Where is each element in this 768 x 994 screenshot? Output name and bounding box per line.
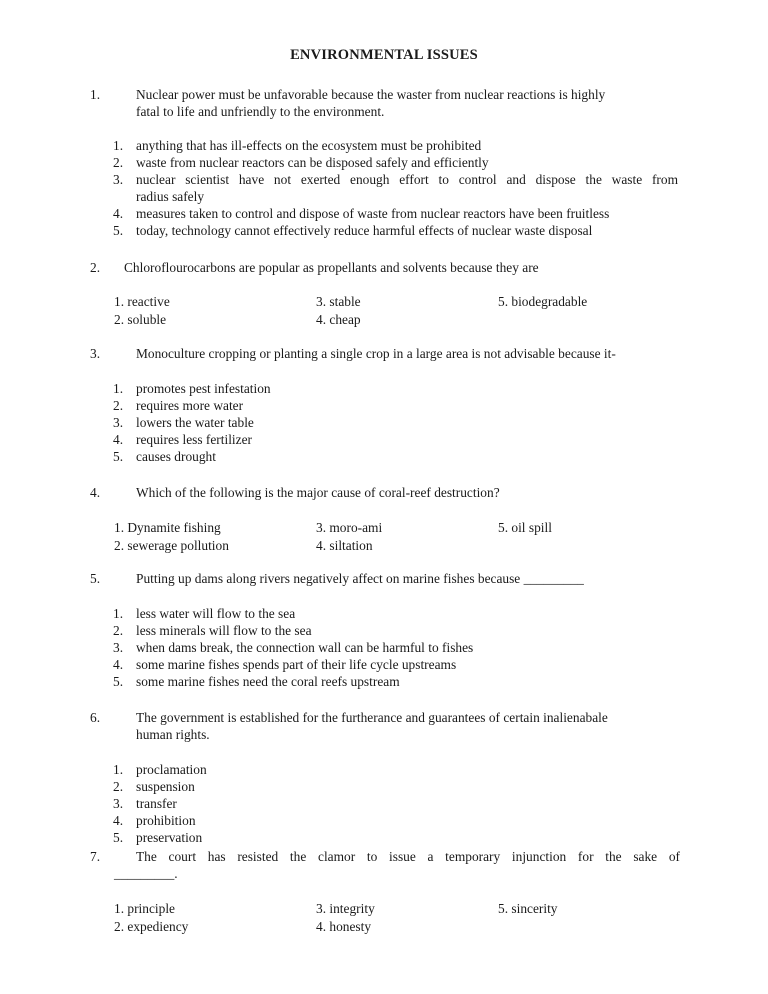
question-text-line: human rights. xyxy=(136,727,210,742)
question-number: 5. xyxy=(90,571,101,586)
option-number: 4. xyxy=(113,206,124,221)
option-text: proclamation xyxy=(136,762,207,777)
options-list xyxy=(113,380,678,465)
option-item xyxy=(113,380,678,397)
option-number: 3. xyxy=(113,172,124,187)
option-number: 5. xyxy=(113,449,124,464)
option-text: less water will flow to the sea xyxy=(136,606,296,621)
option-item: 3. stable xyxy=(316,294,361,309)
page-title: ENVIRONMENTAL ISSUES xyxy=(290,47,478,63)
option-item xyxy=(113,673,678,690)
option-item: 3. integrity xyxy=(316,901,375,916)
question-text-line: Monoculture cropping or planting a single crop in a large area is not advisable because it- xyxy=(136,346,616,361)
option-text: lowers the water table xyxy=(136,415,254,430)
option-text: transfer xyxy=(136,796,177,811)
option-number: 1. xyxy=(113,138,124,153)
option-number: 1. xyxy=(113,762,124,777)
question-5 xyxy=(90,570,680,587)
option-text: requires more water xyxy=(136,398,244,413)
option-item xyxy=(113,414,678,431)
option-text: promotes pest infestation xyxy=(136,381,271,396)
option-number: 1. xyxy=(113,381,124,396)
question-number: 4. xyxy=(90,485,101,500)
option-item xyxy=(113,605,678,622)
option-item xyxy=(113,431,678,448)
option-item: 2. soluble xyxy=(114,312,167,327)
option-number: 2. xyxy=(113,398,124,413)
option-number: 2. xyxy=(113,155,124,170)
option-item: 5. biodegradable xyxy=(498,294,588,309)
option-text: suspension xyxy=(136,779,195,794)
option-text: preservation xyxy=(136,830,203,845)
option-text: radius safely xyxy=(136,189,205,204)
option-item xyxy=(113,639,678,656)
question-4 xyxy=(90,484,680,501)
option-number: 5. xyxy=(113,830,124,845)
option-item xyxy=(113,656,678,673)
question-number: 3. xyxy=(90,346,101,361)
option-text: requires less fertilizer xyxy=(136,432,252,447)
option-text: some marine fishes spends part of their life cycle upstreams xyxy=(136,657,457,672)
question-text-line: Putting up dams along rivers negatively affect on marine fishes because _________ xyxy=(136,571,584,586)
option-number: 5. xyxy=(113,223,124,238)
question-text-line: Which of the following is the major cause of coral-reef destruction? xyxy=(136,485,500,500)
option-number: 2. xyxy=(113,779,124,794)
question-text-line: _________. xyxy=(114,866,178,881)
question-number: 2. xyxy=(90,260,101,275)
option-text: today, technology cannot effectively reduce harmful effects of nuclear waste disposal xyxy=(136,223,593,238)
options-list xyxy=(113,137,678,239)
question-number: 6. xyxy=(90,710,101,725)
question-number: 7. xyxy=(90,849,101,864)
option-text: when dams break, the connection wall can be harmful to fishes xyxy=(136,640,474,655)
option-item: 1. Dynamite fishing xyxy=(114,520,221,535)
question-6 xyxy=(90,709,680,743)
option-number: 3. xyxy=(113,640,124,655)
option-item: 2. expediency xyxy=(114,919,189,934)
option-text: prohibition xyxy=(136,813,196,828)
option-item xyxy=(113,397,678,414)
option-item xyxy=(113,171,678,205)
option-number: 4. xyxy=(113,432,124,447)
option-text: causes drought xyxy=(136,449,216,464)
option-text: less minerals will flow to the sea xyxy=(136,623,312,638)
option-item: 4. siltation xyxy=(316,538,373,553)
option-item xyxy=(113,137,678,154)
question-text-line: fatal to life and unfriendly to the environment. xyxy=(136,104,385,119)
option-number: 5. xyxy=(113,674,124,689)
question-7 xyxy=(90,848,680,882)
question-1 xyxy=(90,86,680,120)
option-item: 4. cheap xyxy=(316,312,361,327)
option-item xyxy=(113,778,678,795)
option-item xyxy=(113,222,678,239)
option-text: measures taken to control and dispose of waste from nuclear reactors have been fruitless xyxy=(136,206,610,221)
option-item xyxy=(113,761,678,778)
question-3 xyxy=(90,345,680,362)
option-item xyxy=(113,812,678,829)
option-text: some marine fishes need the coral reefs upstream xyxy=(136,674,400,689)
option-item xyxy=(113,205,678,222)
option-item: 4. honesty xyxy=(316,919,372,934)
question-text-line: Chloroflourocarbons are popular as propellants and solvents because they are xyxy=(124,260,539,275)
option-number: 2. xyxy=(113,623,124,638)
options-list xyxy=(113,605,678,690)
question-2 xyxy=(90,259,680,276)
option-number: 3. xyxy=(113,796,124,811)
option-number: 4. xyxy=(113,657,124,672)
option-text: waste from nuclear reactors can be disposed safely and efficiently xyxy=(136,155,489,170)
option-number: 3. xyxy=(113,415,124,430)
option-item: 5. oil spill xyxy=(498,520,552,535)
option-item xyxy=(113,622,678,639)
option-number: 4. xyxy=(113,813,124,828)
question-text-line: Nuclear power must be unfavorable because the waster from nuclear reactions is highly xyxy=(136,87,606,102)
option-number: 1. xyxy=(113,606,124,621)
options-list xyxy=(113,761,678,846)
option-item xyxy=(113,154,678,171)
option-item xyxy=(113,448,678,465)
option-item: 3. moro-ami xyxy=(316,520,383,535)
option-text: nuclear scientist have not exerted enough effort to control and dispose the waste from xyxy=(136,172,678,187)
option-item: 1. principle xyxy=(114,901,175,916)
option-item: 1. reactive xyxy=(114,294,170,309)
option-item: 2. sewerage pollution xyxy=(114,538,229,553)
question-number: 1. xyxy=(90,87,101,102)
question-text-line: The government is established for the furtherance and guarantees of certain inalienabale xyxy=(136,710,608,725)
question-text-line: The court has resisted the clamor to issue a temporary injunction for the sake of xyxy=(136,849,680,864)
option-text: anything that has ill-effects on the ecosystem must be prohibited xyxy=(136,138,482,153)
option-item xyxy=(113,829,678,846)
option-item: 5. sincerity xyxy=(498,901,558,916)
option-item xyxy=(113,795,678,812)
